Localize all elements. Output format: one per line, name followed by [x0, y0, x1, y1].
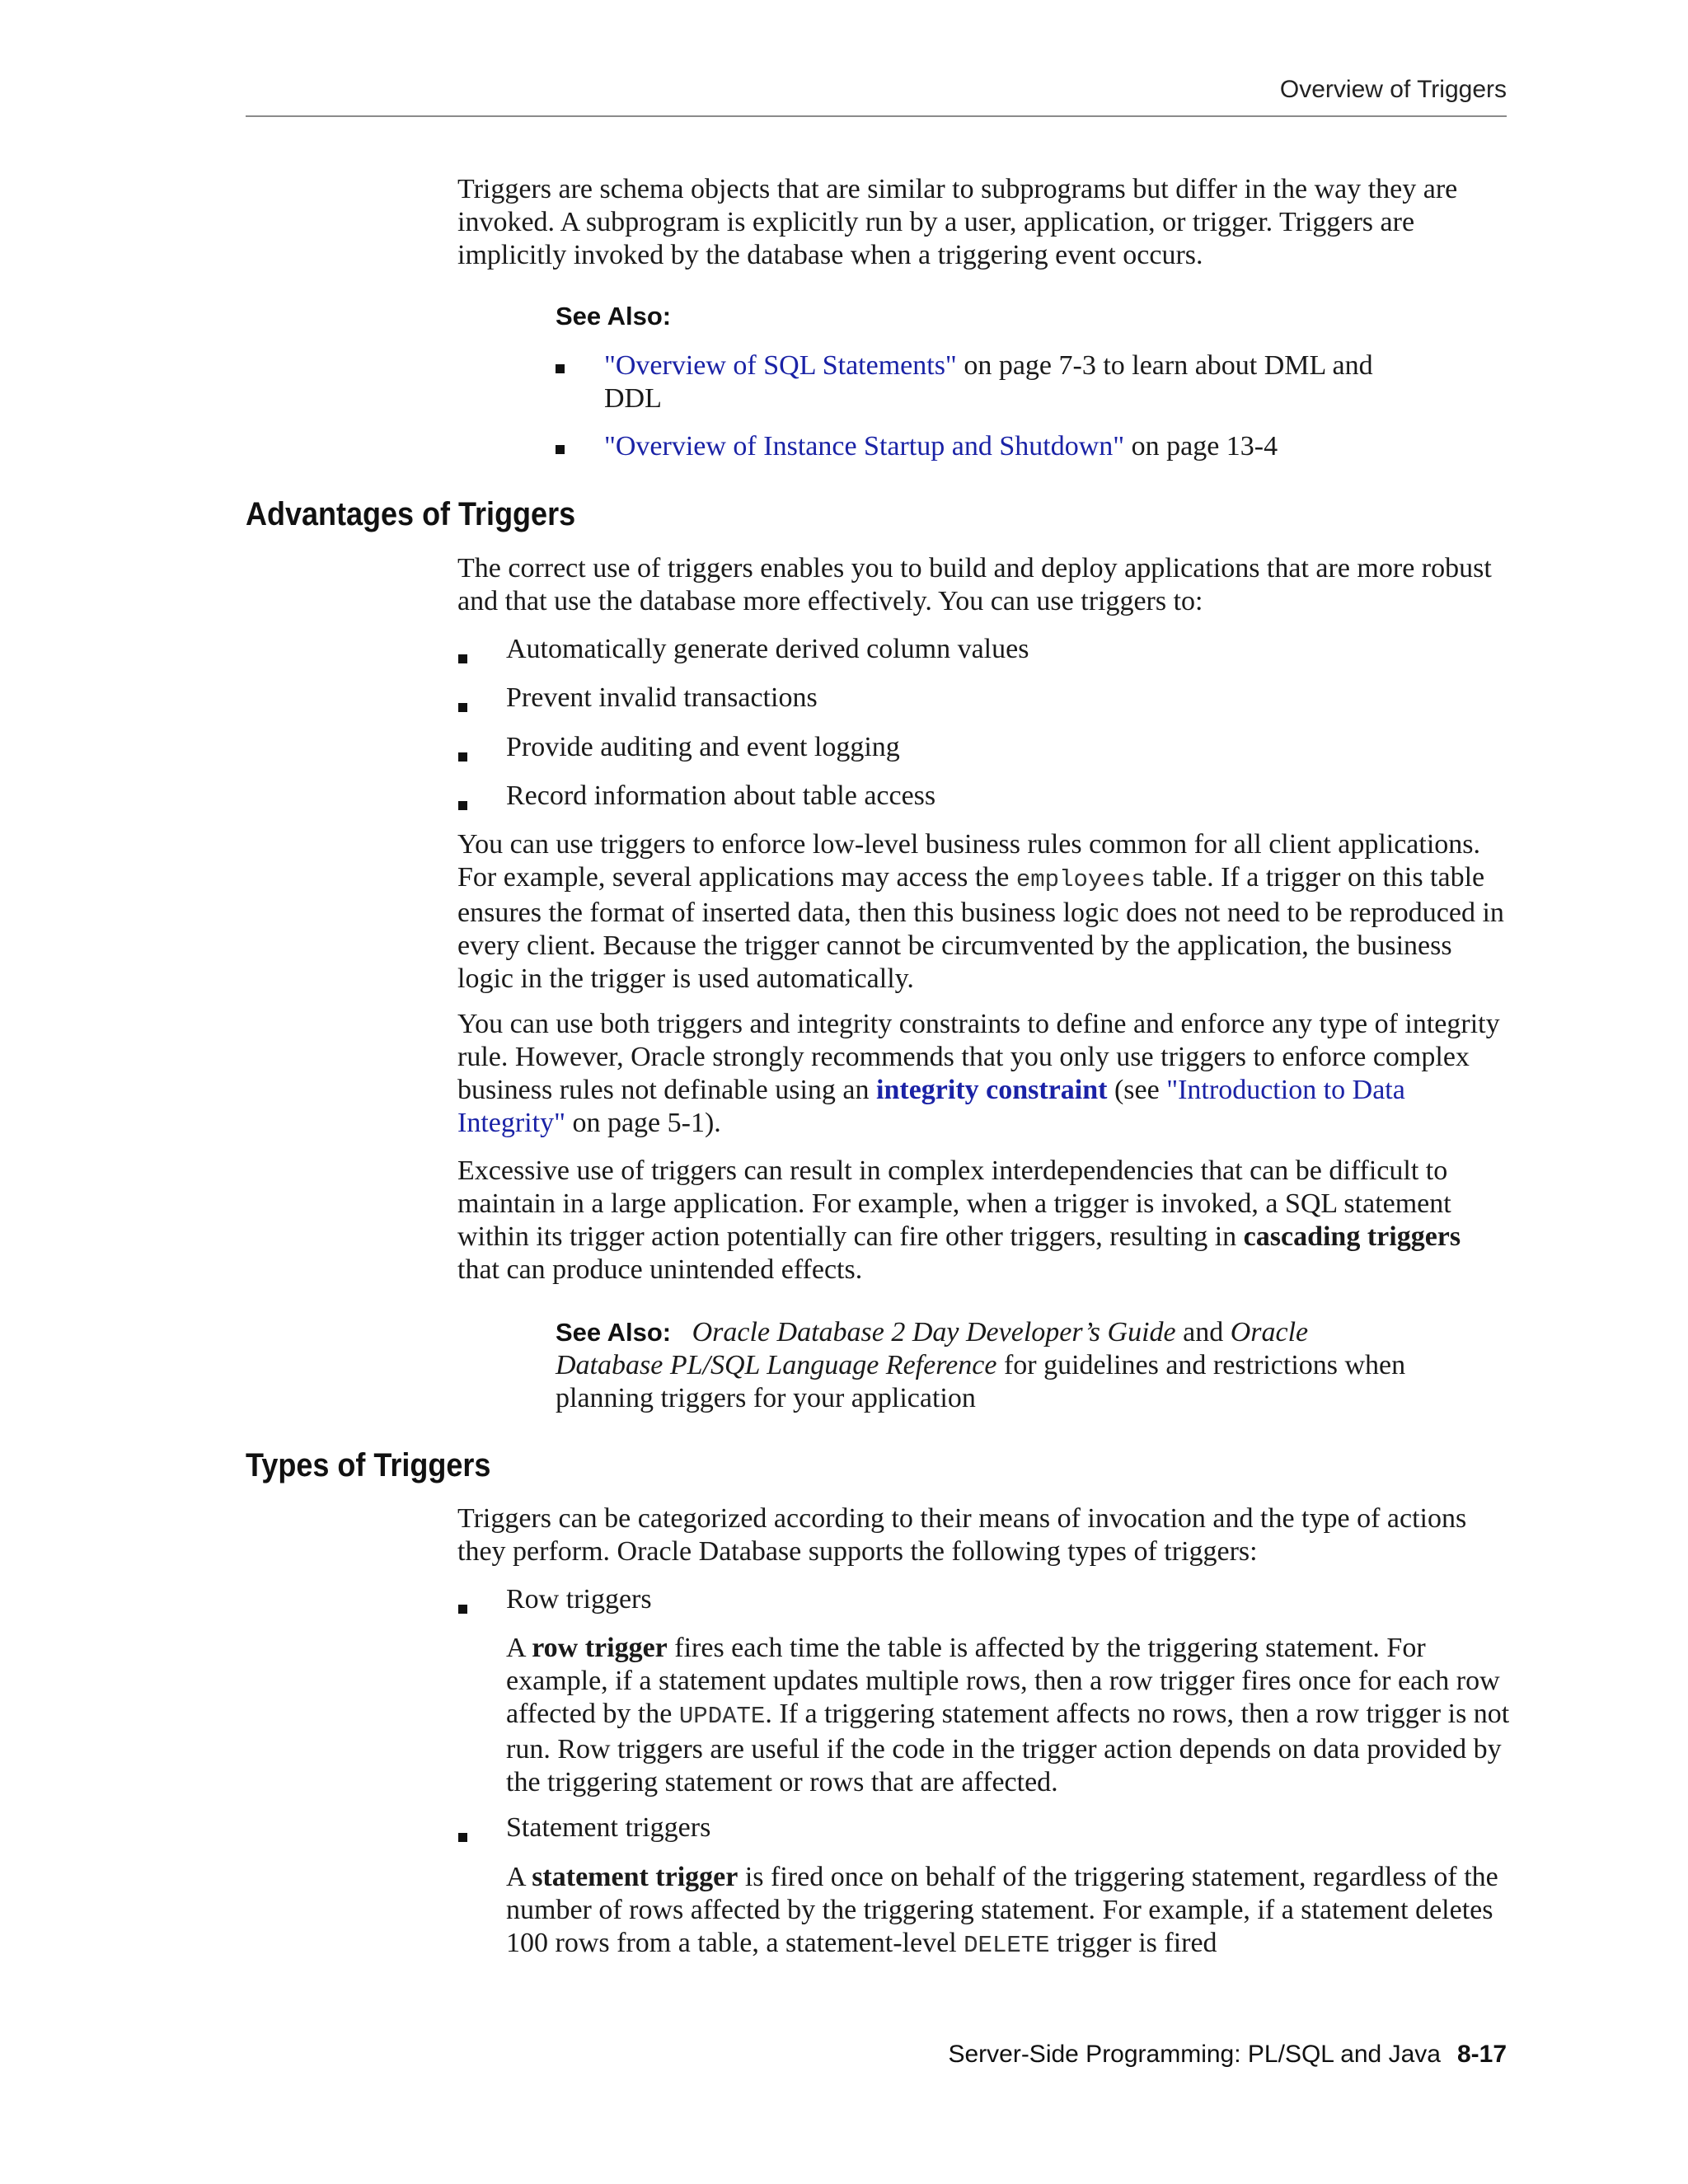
- term-cascading-triggers: cascading triggers: [1243, 1221, 1461, 1252]
- link-instance-startup-shutdown[interactable]: "Overview of Instance Startup and Shutdown": [604, 431, 1125, 462]
- business-rules-paragraph: You can use triggers to enforce low-level business rules common for all client applications. For example, several applications may access the employees table. If a trigger on this table ensures the format of inserted data, then this business logic does not need to be reproduced in every client. Because the trigger cannot be circumvented by the application, the business logic in the trigger is used automatically.: [457, 829, 1504, 994]
- advantage-item: Record information about table access: [506, 780, 936, 811]
- advantage-item: Provide auditing and event logging: [506, 732, 900, 762]
- page-number: 8-17: [1456, 2041, 1507, 2068]
- section-heading-types: Types of Triggers: [246, 1447, 491, 1483]
- running-header: [246, 73, 1507, 117]
- link-overview-sql-statements[interactable]: "Overview of SQL Statements": [604, 350, 957, 381]
- bullet-icon: [458, 1605, 467, 1614]
- bullet-icon: [556, 445, 565, 454]
- types-intro: Triggers can be categorized according to their means of invocation and the type of actions they perform. Oracle Database supports the following types of triggers:: [457, 1503, 1467, 1567]
- statement-triggers-description: A statement trigger is fired once on behalf of the triggering statement, regardless of the number of rows affected by the triggering statement. For example, if a statement deletes 100 rows from a table, a statement-level DELETE trigger is fired: [506, 1862, 1498, 1959]
- bullet-icon: [458, 654, 467, 663]
- see-also-label: See Also:: [556, 302, 672, 330]
- advantages-intro: The correct use of triggers enables you to build and deploy applications that are more robust and that use the database more effectively. You can use triggers to:: [457, 553, 1492, 616]
- bullet-icon: [458, 801, 467, 810]
- book-title: Oracle Database PL/SQL Language Reference: [556, 1317, 1309, 1380]
- advantage-item: Prevent invalid transactions: [506, 682, 818, 713]
- see-also-note: See Also: Oracle Database 2 Day Developer’s Guide and Oracle Database PL/SQL Language Reference for guidelines and restrictions when planning triggers for your application: [556, 1317, 1406, 1413]
- code-employees: employees: [1015, 866, 1146, 893]
- see-also-item-text: on page 7-3 to learn about DML and DDL: [604, 350, 1373, 414]
- link-introduction-data-integrity[interactable]: "Introduction to Data Integrity": [457, 1075, 1405, 1138]
- see-also-item-text: on page 13-4: [1124, 431, 1278, 462]
- statement-triggers-label: Statement triggers: [506, 1812, 711, 1843]
- bullet-icon: [458, 703, 467, 712]
- see-also-label: See Also:: [556, 1318, 672, 1347]
- row-triggers-label: Row triggers: [506, 1584, 652, 1615]
- code-update: UPDATE: [678, 1703, 766, 1730]
- excessive-use-paragraph: Excessive use of triggers can result in complex interdependencies that can be difficult to maintain in a large application. For example, when a trigger is invoked, a SQL statement within its trigger action potentially can fire other triggers, resulting in cascading triggers that can produce unintended effects.: [457, 1155, 1461, 1285]
- integrity-paragraph: You can use both triggers and integrity constraints to define and enforce any type of integrity rule. However, Oracle strongly recommends that you only use triggers to enforce complex business rules not definable using an integrity constraint (see "Introduction to Data Integrity" on page 5-1).: [457, 1009, 1500, 1138]
- glossary-link-integrity-constraint[interactable]: integrity constraint: [876, 1075, 1108, 1105]
- row-triggers-description: A row trigger fires each time the table is affected by the triggering statement. For example, if a statement updates multiple rows, then a row trigger fires once for each row affected by the UPDATE. If a triggering statement affects no rows, then a row trigger is not run. Row triggers are useful if the code in the trigger action depends on data provided by the triggering statement or rows that are affected.: [506, 1633, 1510, 1797]
- page-footer: [948, 2041, 1507, 2069]
- term-row-trigger: row trigger: [532, 1633, 668, 1663]
- see-also-item: [604, 349, 1395, 415]
- section-heading-advantages: Advantages of Triggers: [246, 496, 576, 532]
- footer-book-title: Server-Side Programming: PL/SQL and Java: [948, 2041, 1441, 2068]
- advantage-item: Automatically generate derived column values: [506, 634, 1029, 664]
- bullet-icon: [458, 752, 467, 762]
- running-title: Overview of Triggers: [1279, 76, 1507, 103]
- book-title: Oracle Database 2 Day Developer’s Guide: [692, 1317, 1176, 1347]
- bullet-icon: [458, 1833, 467, 1842]
- term-statement-trigger: statement trigger: [532, 1862, 738, 1892]
- see-also-item: [604, 430, 1428, 463]
- code-delete: DELETE: [964, 1932, 1050, 1959]
- bullet-icon: [556, 364, 565, 373]
- intro-paragraph: Triggers are schema objects that are similar to subprograms but differ in the way they are invoked. A subprogram is explicitly run by a user, application, or trigger. Triggers are implicitly invoked by the database when a triggering event occurs.: [457, 174, 1458, 270]
